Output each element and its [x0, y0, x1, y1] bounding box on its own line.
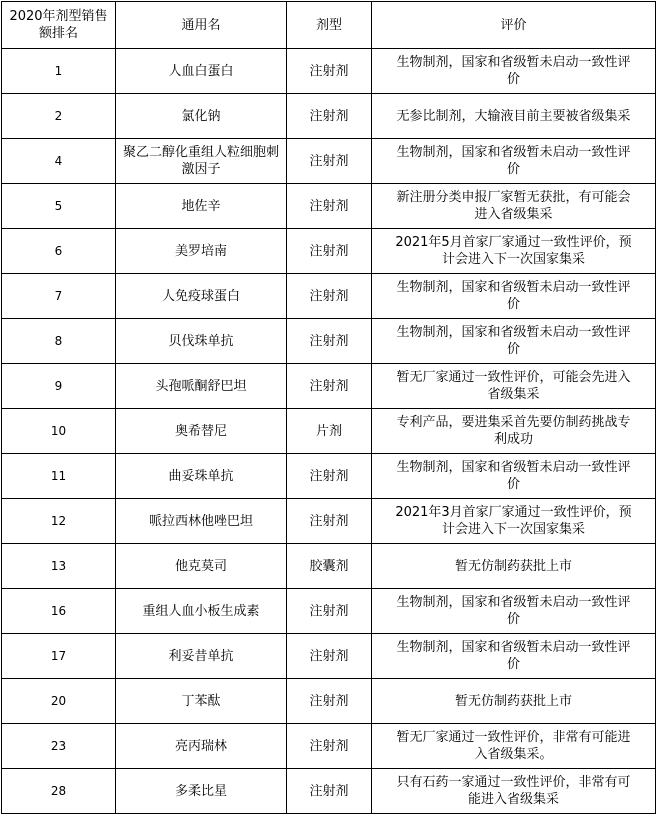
cell-rank: 2: [2, 94, 116, 139]
cell-generic-name: 多柔比星: [116, 769, 287, 814]
table-row: [2, 184, 656, 229]
cell-rank: 1: [2, 49, 116, 94]
cell-evaluation: [372, 139, 656, 184]
cell-evaluation: [372, 229, 656, 274]
cell-dosage-form: 注射剂: [287, 499, 372, 544]
table-row: [2, 49, 656, 94]
table-row: [2, 589, 656, 634]
cell-rank: 10: [2, 409, 116, 454]
cell-dosage-form: 注射剂: [287, 184, 372, 229]
drug-evaluation-table: [1, 1, 656, 814]
cell-dosage-form: 注射剂: [287, 139, 372, 184]
table-row: [2, 229, 656, 274]
cell-rank: 23: [2, 724, 116, 769]
cell-dosage-form: 胶囊剂: [287, 544, 372, 589]
cell-dosage-form: 片剂: [287, 409, 372, 454]
cell-dosage-form: 注射剂: [287, 319, 372, 364]
evaluation-text: 2021年3月首家厂家通过一致性评价，预计会进入下一次国家集采: [395, 505, 632, 537]
cell-dosage-form: 注射剂: [287, 49, 372, 94]
table-row: [2, 94, 656, 139]
evaluation-text: 生物制剂，国家和省级暂未启动一致性评价: [396, 280, 631, 312]
cell-dosage-form: 注射剂: [287, 229, 372, 274]
cell-dosage-form: 注射剂: [287, 634, 372, 679]
cell-evaluation: [372, 589, 656, 634]
cell-evaluation: [372, 274, 656, 319]
evaluation-text: 只有石药一家通过一致性评价，非常有可能进入省级集采: [396, 775, 631, 807]
evaluation-text: 2021年5月首家厂家通过一致性评价，预计会进入下一次国家集采: [395, 235, 632, 267]
cell-rank: 20: [2, 679, 116, 724]
cell-evaluation: [372, 409, 656, 454]
cell-rank: 12: [2, 499, 116, 544]
evaluation-text: 生物制剂，国家和省级暂未启动一致性评价: [396, 325, 631, 357]
table-row: [2, 409, 656, 454]
cell-generic-name: 奥希替尼: [116, 409, 287, 454]
header-rank: 2020年剂型销售额排名: [2, 2, 116, 49]
cell-evaluation: [372, 94, 656, 139]
table-header-row: [2, 2, 656, 49]
cell-generic-name: 地佐辛: [116, 184, 287, 229]
table-row: [2, 724, 656, 769]
cell-evaluation: [372, 49, 656, 94]
cell-generic-name: 头孢哌酮舒巴坦: [116, 364, 287, 409]
evaluation-text: 新注册分类申报厂家暂无获批，有可能会进入省级集采: [396, 190, 631, 222]
table-row: [2, 544, 656, 589]
cell-dosage-form: 注射剂: [287, 589, 372, 634]
evaluation-text: 生物制剂，国家和省级暂未启动一致性评价: [396, 55, 631, 87]
cell-evaluation: [372, 319, 656, 364]
cell-dosage-form: 注射剂: [287, 274, 372, 319]
cell-generic-name: 贝伐珠单抗: [116, 319, 287, 364]
cell-rank: 11: [2, 454, 116, 499]
cell-evaluation: [372, 679, 656, 724]
cell-rank: 5: [2, 184, 116, 229]
cell-rank: 8: [2, 319, 116, 364]
evaluation-text: 暂无仿制药获批上市: [454, 693, 572, 709]
cell-rank: 7: [2, 274, 116, 319]
cell-generic-name: 美罗培南: [116, 229, 287, 274]
header-evaluation: 评价: [372, 2, 656, 49]
cell-generic-name: 氯化钠: [116, 94, 287, 139]
header-dosage-form: 剂型: [287, 2, 372, 49]
cell-evaluation: [372, 634, 656, 679]
table-row: [2, 364, 656, 409]
cell-generic-name: 人免疫球蛋白: [116, 274, 287, 319]
cell-generic-name: 丁苯酞: [116, 679, 287, 724]
cell-evaluation: [372, 769, 656, 814]
cell-evaluation: [372, 499, 656, 544]
cell-generic-name: 曲妥珠单抗: [116, 454, 287, 499]
evaluation-text: 生物制剂，国家和省级暂未启动一致性评价: [396, 145, 631, 177]
cell-rank: 4: [2, 139, 116, 184]
cell-rank: 16: [2, 589, 116, 634]
cell-evaluation: [372, 724, 656, 769]
cell-rank: 9: [2, 364, 116, 409]
table-row: [2, 139, 656, 184]
table-row: [2, 769, 656, 814]
evaluation-text: 无参比制剂，大输液目前主要被省级集采: [396, 108, 631, 124]
cell-dosage-form: 注射剂: [287, 454, 372, 499]
cell-evaluation: [372, 364, 656, 409]
cell-dosage-form: 注射剂: [287, 769, 372, 814]
cell-generic-name: 聚乙二醇化重组人粒细胞刺激因子: [116, 139, 287, 184]
cell-generic-name: 亮丙瑞林: [116, 724, 287, 769]
cell-evaluation: [372, 544, 656, 589]
evaluation-text: 生物制剂，国家和省级暂未启动一致性评价: [396, 460, 631, 492]
table-row: [2, 679, 656, 724]
cell-generic-name: 哌拉西林他唑巴坦: [116, 499, 287, 544]
evaluation-text: 专利产品，要进集采首先要仿制药挑战专利成功: [396, 415, 631, 447]
cell-rank: 28: [2, 769, 116, 814]
cell-dosage-form: 注射剂: [287, 94, 372, 139]
evaluation-text: 暂无厂家通过一致性评价，可能会先进入省级集采: [396, 370, 631, 402]
cell-evaluation: [372, 454, 656, 499]
cell-generic-name: 人血白蛋白: [116, 49, 287, 94]
header-generic-name: 通用名: [116, 2, 287, 49]
evaluation-text: 暂无厂家通过一致性评价，非常有可能进入省级集采。: [396, 730, 631, 762]
table-row: [2, 454, 656, 499]
cell-rank: 17: [2, 634, 116, 679]
table-row: [2, 499, 656, 544]
cell-generic-name: 利妥昔单抗: [116, 634, 287, 679]
cell-dosage-form: 注射剂: [287, 364, 372, 409]
table-row: [2, 634, 656, 679]
table-row: [2, 319, 656, 364]
cell-generic-name: 他克莫司: [116, 544, 287, 589]
cell-evaluation: [372, 184, 656, 229]
cell-dosage-form: 注射剂: [287, 679, 372, 724]
table-row: [2, 274, 656, 319]
evaluation-text: 生物制剂，国家和省级暂未启动一致性评价: [396, 595, 631, 627]
cell-dosage-form: 注射剂: [287, 724, 372, 769]
cell-rank: 13: [2, 544, 116, 589]
evaluation-text: 暂无仿制药获批上市: [454, 558, 572, 574]
evaluation-text: 生物制剂，国家和省级暂未启动一致性评价: [396, 640, 631, 672]
cell-rank: 6: [2, 229, 116, 274]
cell-generic-name: 重组人血小板生成素: [116, 589, 287, 634]
